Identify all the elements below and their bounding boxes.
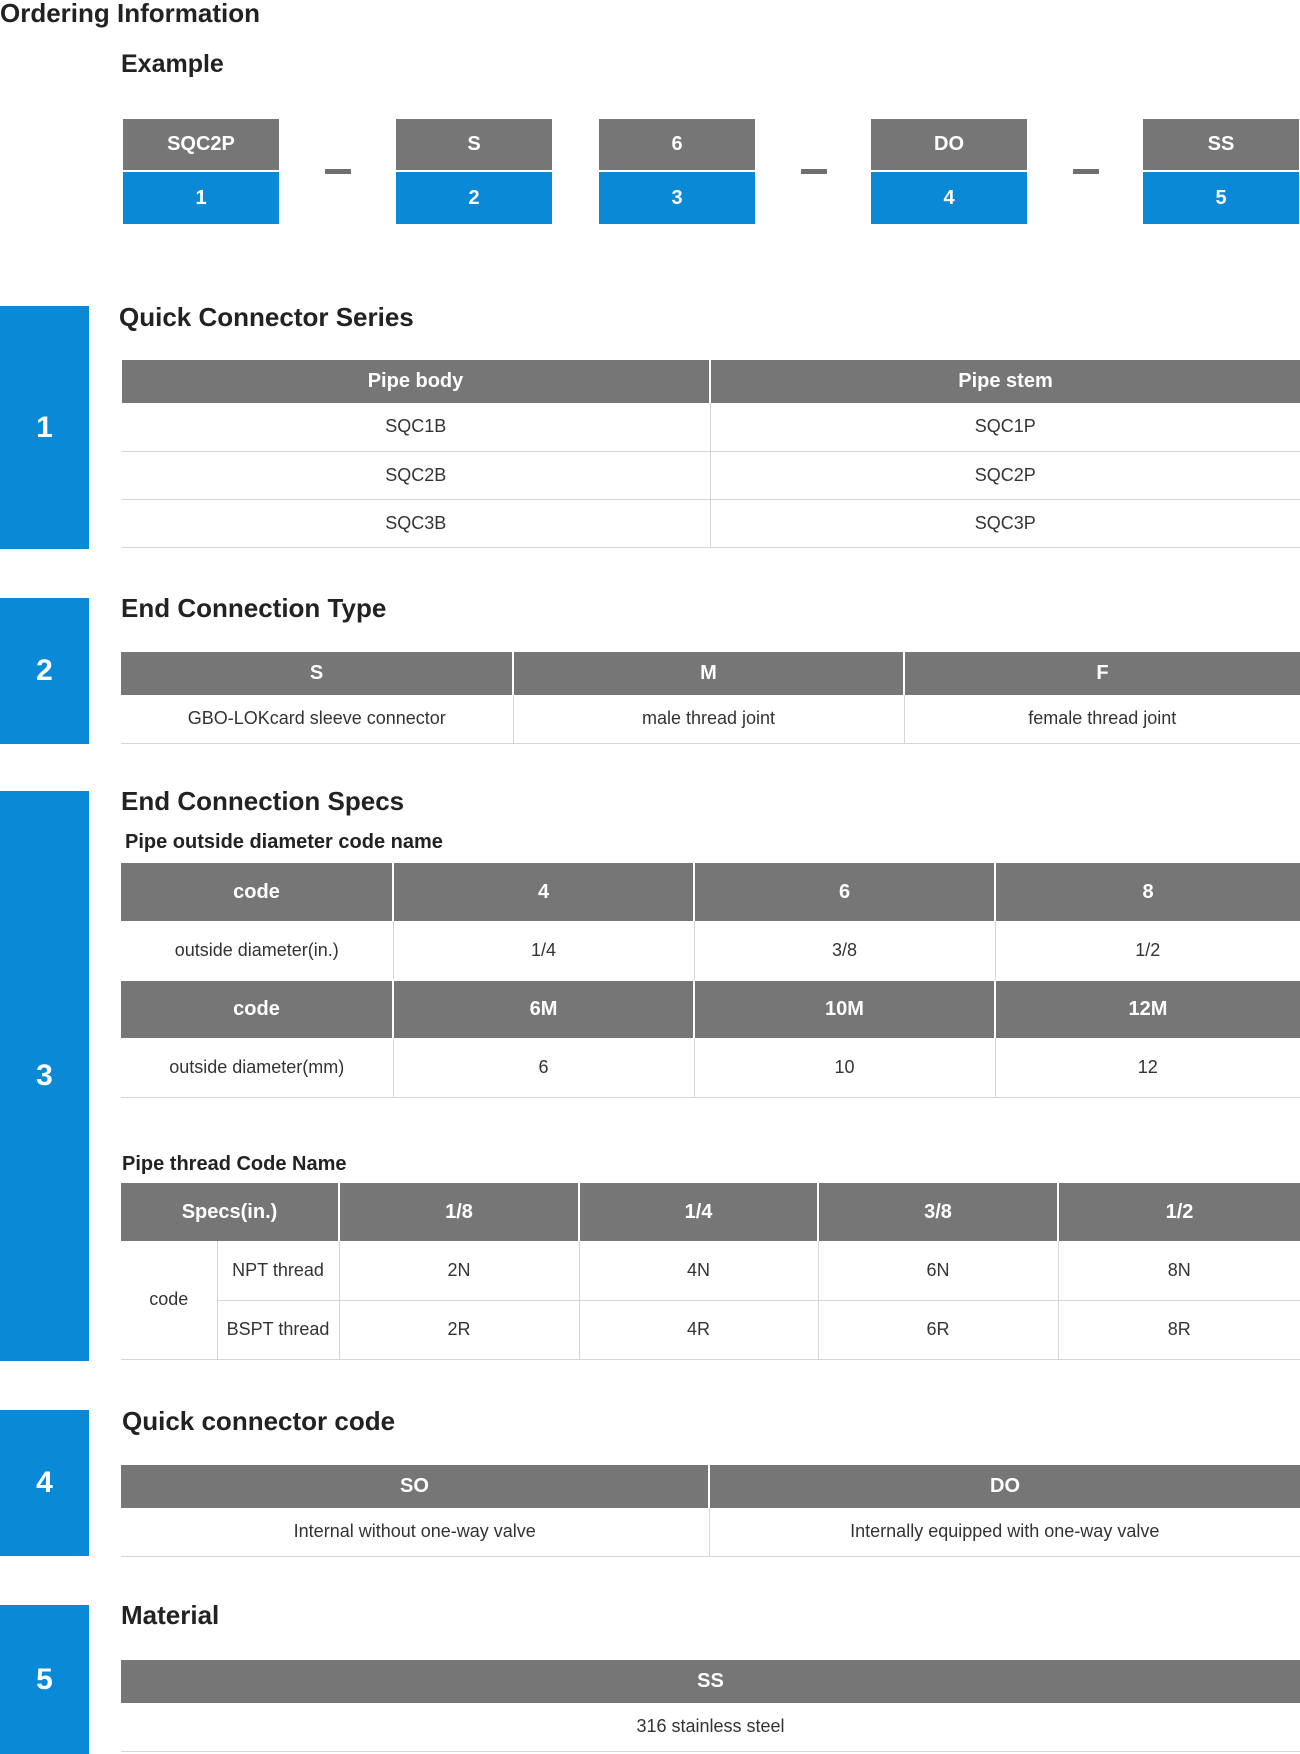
table-row (121, 1241, 1300, 1300)
material-table (121, 1660, 1300, 1752)
table-row (122, 451, 1300, 499)
example-box-3 (599, 119, 755, 224)
row-label-bspt: BSPT thread (217, 1300, 339, 1359)
cell: 2R (339, 1300, 579, 1359)
subtitle-outside-diameter: Pipe outside diameter code name (125, 831, 443, 853)
cell: 6 (393, 1038, 694, 1097)
cell: SQC1P (710, 403, 1300, 451)
page-title: Ordering Information (0, 0, 260, 28)
table-row (121, 695, 1300, 743)
cell: 6N (818, 1241, 1058, 1300)
cell: 1/4 (393, 921, 694, 980)
table-header-row (121, 863, 1300, 921)
dash-separator (801, 169, 827, 174)
header-cell: 1/8 (339, 1183, 579, 1241)
header-code: code (121, 980, 393, 1038)
table-header-row (121, 1465, 1300, 1508)
header-f: F (904, 652, 1300, 695)
table-header-row (121, 980, 1300, 1038)
cell: Internally equipped with one-way valve (709, 1508, 1300, 1556)
cell: SQC2P (710, 451, 1300, 499)
subtitle-pipe-thread: Pipe thread Code Name (122, 1153, 347, 1175)
header-s: S (121, 652, 513, 695)
cell: 2N (339, 1241, 579, 1300)
table-row (121, 1703, 1300, 1751)
cell: male thread joint (513, 695, 904, 743)
header-pipe-body: Pipe body (122, 360, 710, 403)
table-row (121, 1038, 1300, 1097)
cell: 1/2 (995, 921, 1300, 980)
example-box-1 (123, 119, 279, 224)
cell: 12 (995, 1038, 1300, 1097)
example-code: SQC2P (123, 119, 279, 170)
cell: 4N (579, 1241, 818, 1300)
header-cell: 10M (694, 980, 995, 1038)
row-label-npt: NPT thread (217, 1241, 339, 1300)
cell: Internal without one-way valve (121, 1508, 709, 1556)
example-box-5 (1143, 119, 1299, 224)
table-row (121, 1300, 1300, 1359)
example-box-2 (396, 119, 552, 224)
example-box-4 (871, 119, 1027, 224)
cell: female thread joint (904, 695, 1300, 743)
header-cell: 8 (995, 863, 1300, 921)
table-header-row (121, 1660, 1300, 1703)
header-cell: 3/8 (818, 1183, 1058, 1241)
cell: 10 (694, 1038, 995, 1097)
cell: 8R (1058, 1300, 1300, 1359)
section-title-end-connection-type: End Connection Type (121, 593, 387, 623)
section-title-material: Material (121, 1600, 220, 1630)
row-label-code: code (121, 1241, 217, 1359)
pipe-thread-table (121, 1183, 1300, 1360)
section-number-3: 3 (0, 791, 89, 1361)
cell: SQC2B (122, 451, 710, 499)
row-label: outside diameter(mm) (121, 1038, 393, 1097)
example-code: 6 (599, 119, 755, 170)
table-row (121, 1508, 1300, 1556)
dash-separator (325, 169, 351, 174)
outside-diameter-table (121, 863, 1300, 1098)
example-code: SS (1143, 119, 1299, 170)
example-num: 2 (396, 172, 552, 224)
end-connection-type-table (121, 652, 1300, 744)
example-code: DO (871, 119, 1027, 170)
example-num: 3 (599, 172, 755, 224)
cell: 3/8 (694, 921, 995, 980)
table-row (122, 403, 1300, 451)
header-cell: 6M (393, 980, 694, 1038)
dash-separator (1073, 169, 1099, 174)
cell: SQC3P (710, 499, 1300, 547)
example-title: Example (121, 50, 224, 78)
header-cell: 4 (393, 863, 694, 921)
cell: 6R (818, 1300, 1058, 1359)
example-code: S (396, 119, 552, 170)
section-number-4: 4 (0, 1410, 89, 1556)
header-m: M (513, 652, 904, 695)
header-so: SO (121, 1465, 709, 1508)
quick-connector-code-table (121, 1465, 1300, 1557)
table-row (121, 921, 1300, 980)
example-num: 5 (1143, 172, 1299, 224)
header-cell: 12M (995, 980, 1300, 1038)
header-code: code (121, 863, 393, 921)
table-header-row (121, 652, 1300, 695)
series-table (122, 360, 1300, 548)
section-title-quick-connector-code: Quick connector code (122, 1406, 396, 1436)
table-header-row (122, 360, 1300, 403)
header-do: DO (709, 1465, 1300, 1508)
cell: GBO-LOKcard sleeve connector (121, 695, 513, 743)
header-cell: 1/4 (579, 1183, 818, 1241)
header-specs: Specs(in.) (121, 1183, 339, 1241)
cell: SQC1B (122, 403, 710, 451)
section-number-2: 2 (0, 598, 89, 744)
header-cell: 6 (694, 863, 995, 921)
section-title-end-connection-specs: End Connection Specs (121, 786, 405, 816)
cell: SQC3B (122, 499, 710, 547)
section-title-quick-connector-series: Quick Connector Series (119, 302, 414, 332)
cell: 316 stainless steel (121, 1703, 1300, 1751)
header-cell: 1/2 (1058, 1183, 1300, 1241)
cell: 8N (1058, 1241, 1300, 1300)
header-ss: SS (121, 1660, 1300, 1703)
table-header-row (121, 1183, 1300, 1241)
table-row (122, 499, 1300, 547)
header-pipe-stem: Pipe stem (710, 360, 1300, 403)
row-label: outside diameter(in.) (121, 921, 393, 980)
cell: 4R (579, 1300, 818, 1359)
section-number-1: 1 (0, 306, 89, 549)
example-num: 4 (871, 172, 1027, 224)
section-number-5: 5 (0, 1605, 89, 1754)
example-num: 1 (123, 172, 279, 224)
